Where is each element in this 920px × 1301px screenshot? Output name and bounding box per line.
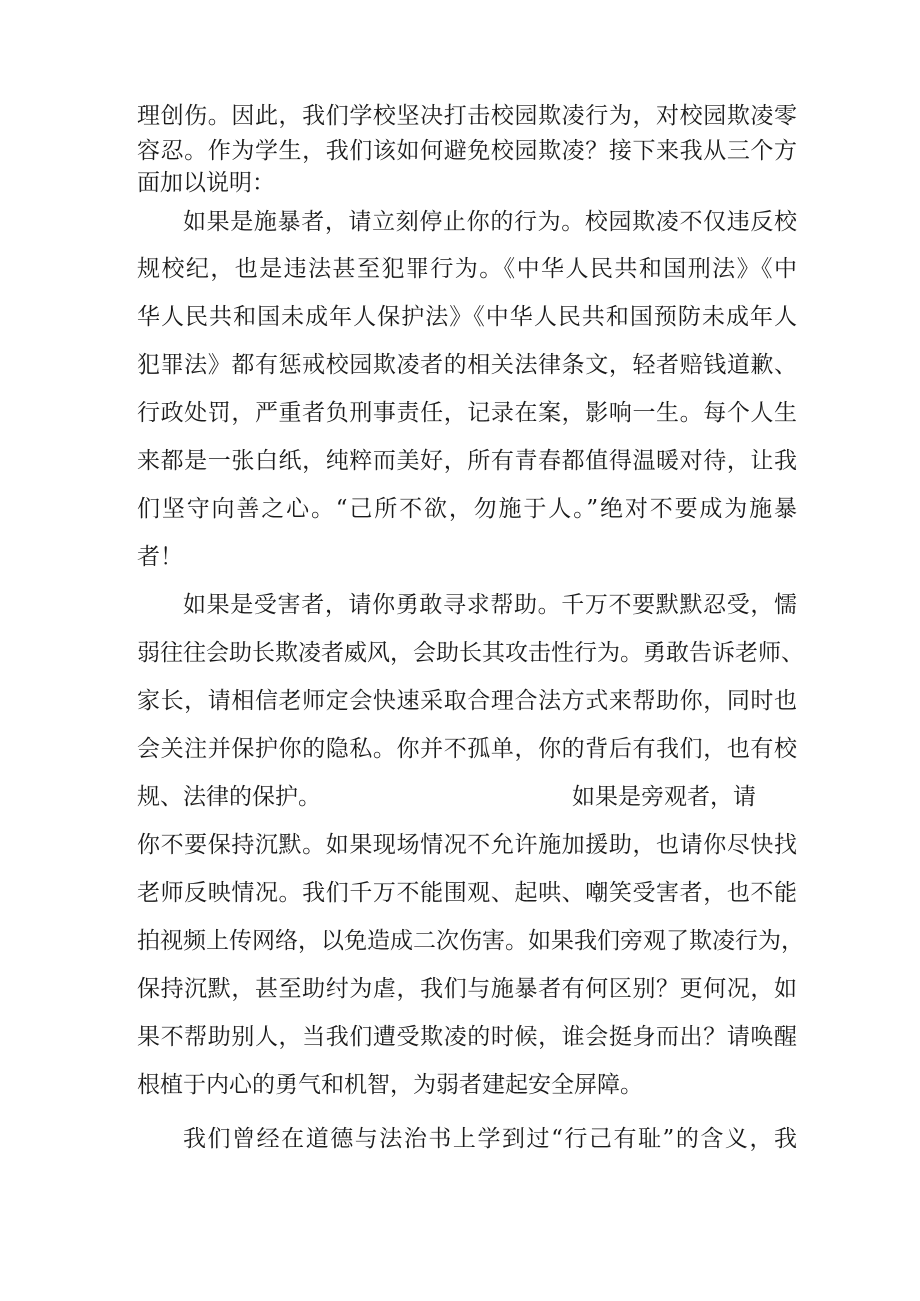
text-line: 如果是旁观者，请 (572, 784, 756, 810)
text-line: 家长，请相信老师定会快速采取合理合法方式来帮助你，同时也 (137, 688, 797, 714)
text-line: 拍视频上传网络，以免造成二次伤害。如果我们旁观了欺凌行为， (137, 928, 804, 954)
text-line: 理创伤。因此，我们学校坚决打击校园欺凌行为，对校园欺凌零 (137, 103, 797, 129)
text-line: 我们曾经在道德与法治书上学到过“行己有耻”的含义，我 (183, 1126, 797, 1152)
text-line: 根植于内心的勇气和机智，为弱者建起安全屏障。 (137, 1072, 643, 1098)
text-line: 行政处罚，严重者负刑事责任，记录在案，影响一生。每个人生 (137, 400, 797, 426)
text-line: 会关注并保护你的隐私。你并不孤单，你的背后有我们，也有校 (137, 736, 797, 762)
text-line: 犯罪法》都有惩戒校园欺凌者的相关法律条文，轻者赔钱道歉、 (137, 352, 797, 378)
text-line: 果不帮助别人，当我们遭受欺凌的时候，谁会挺身而出？请唤醒 (137, 1024, 797, 1050)
text-line: 华人民共和国未成年人保护法》《中华人民共和国预防未成年人 (137, 304, 797, 330)
text-line: 来都是一张白纸，纯粹而美好，所有青春都值得温暖对待，让我 (137, 448, 797, 474)
text-line: 保持沉默，甚至助纣为虐，我们与施暴者有何区别？更何况，如 (137, 976, 797, 1002)
text-line: 者！ (137, 544, 183, 570)
text-line: 容忍。作为学生，我们该如何避免校园欺凌？接下来我从三个方 (137, 138, 797, 164)
text-line: 规校纪，也是违法甚至犯罪行为。《中华人民共和国刑法》《中 (137, 256, 797, 282)
text-line: 规、法律的保护。 (137, 784, 321, 810)
text-line: 老师反映情况。我们千万不能围观、起哄、嘲笑受害者，也不能 (137, 880, 797, 906)
text-line: 弱往往会助长欺凌者威风，会助长其攻击性行为。勇敢告诉老师、 (137, 640, 804, 666)
text-line: 如果是施暴者，请立刻停止你的行为。校园欺凌不仅违反校 (183, 209, 797, 235)
text-line: 们坚守向善之心。“己所不欲，勿施于人。”绝对不要成为施暴 (137, 496, 797, 522)
text-line: 面加以说明： (137, 170, 275, 196)
text-line: 你不要保持沉默。如果现场情况不允许施加援助，也请你尽快找 (137, 832, 797, 858)
text-line: 如果是受害者，请你勇敢寻求帮助。千万不要默默忍受，懦 (183, 592, 797, 618)
